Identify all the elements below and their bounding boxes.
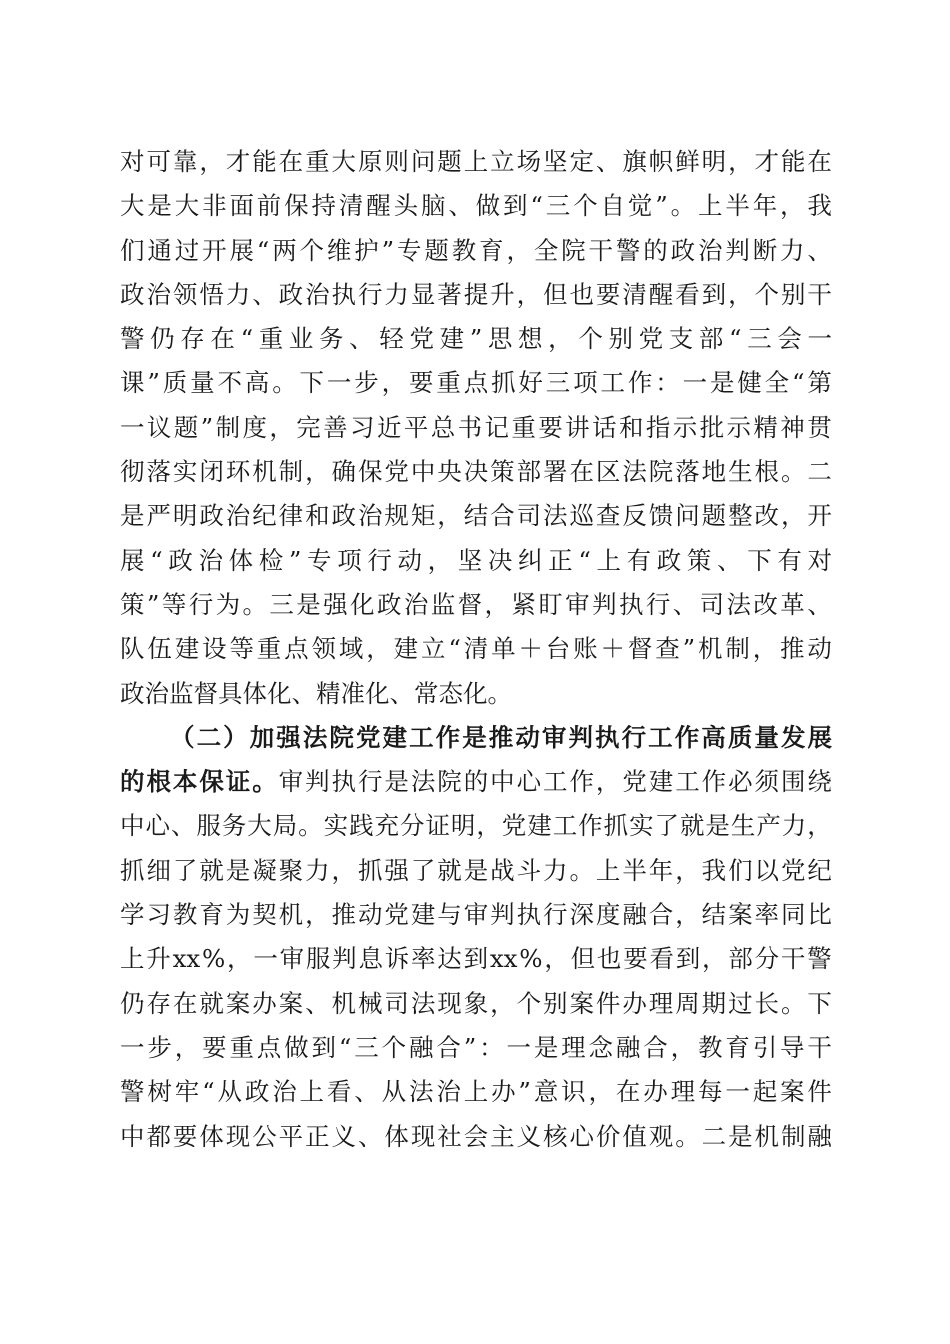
text-line: 对 可 靠 ， 才 能 在 重 大 原 则 问 题 上 立 场 坚 定 、 旗 帜 鲜 明 ， 才 能 在 [120, 147, 832, 176]
text-line: 大 是 大 非 面 前 保 持 清 醒 头 脑 、 做 到 “ 三 个 自 觉 ” 。 上 半 年 ， 我 [120, 191, 832, 221]
text-line: 政 治 领 悟 力 、 政 治 执 行 力 显 著 提 升 ， 但 也 要 清 醒 看 到 ， 个 别 干 [120, 279, 832, 309]
text-line: 警 树 牢 “ 从 政 治 上 看 、 从 法 治 上 办 ” 意 识 ， 在 办 理 每 一 起 案 件 [120, 1077, 832, 1107]
text-line: 是 严 明 政 治 纪 律 和 政 治 规 矩 ， 结 合 司 法 巡 查 反 馈 问 题 整 改 ， 开 [120, 501, 832, 531]
text-line: 警 仍 存 在 “ 重 业 务 、 轻 党 建 ” 思 想 ， 个 别 党 支 部 “ 三 会 一 [120, 324, 832, 354]
text-line: 仍 存 在 就 案 办 案 、 机 械 司 法 现 象 ， 个 别 案 件 办 理 周 期 过 长 。 下 [120, 988, 832, 1018]
text-line: 课 ” 质 量 不 高 。 下 一 步 ， 要 重 点 抓 好 三 项 工 作 ： 一 是 健 全 “ 第 [120, 368, 832, 398]
text-line: 政 治 监 督 具 体 化 、 精 准 化 、 常 态 化 。 [120, 678, 512, 708]
text-line: 中 都 要 体 现 公 平 正 义 、 体 现 社 会 主 义 核 心 价 值 观 。 二 是 机 制 融 [120, 1121, 832, 1151]
text-line: 一 议 题 ” 制 度 ， 完 善 习 近 平 总 书 记 重 要 讲 话 和 指 示 批 示 精 神 贯 [120, 412, 832, 442]
text-line: 队 伍 建 设 等 重 点 领 域 ， 建 立 “ 清 单 ＋ 台 账 ＋ 督 查 ” 机 制 ， 推 动 [120, 634, 832, 664]
text-line: 抓 细 了 就 是 凝 聚 力 ， 抓 强 了 就 是 战 斗 力 。 上 半 年 ， 我 们 以 党 纪 [120, 855, 832, 885]
text-line: 学 习 教 育 为 契 机 ， 推 动 党 建 与 审 判 执 行 深 度 融 合 ， 结 案 率 同 比 [120, 900, 832, 930]
text-line: 们 通 过 开 展 “ 两 个 维 护 ” 专 题 教 育 ， 全 院 干 警 的 政 治 判 断 力 、 [120, 235, 832, 265]
text-line: 中 心 、 服 务 大 局 。 实 践 充 分 证 明 ， 党 建 工 作 抓 实 了 就 是 生 产 力 ， [120, 811, 832, 841]
text-line: 展 “ 政 治 体 检 ” 专 项 行 动 ， 坚 决 纠 正 “ 上 有 政 策 、 下 有 对 [120, 545, 832, 575]
text-line: 一 步 ， 要 重 点 做 到 “ 三 个 融 合 ” ： 一 是 理 念 融 合 ， 教 育 引 导 干 [120, 1032, 832, 1062]
body-text [120, 140, 832, 1159]
text-line: （ 二 ） 加 强 法 院 党 建 工 作 是 推 动 审 判 执 行 工 作 高 质 量 发 展 [170, 722, 832, 752]
text-line: 的 根 本 保 证 。 审 判 执 行 是 法 院 的 中 心 工 作 ， 党 建 工 作 必 须 围 绕 [120, 767, 832, 797]
text-line: 上 升 xx % ， 一 审 服 判 息 诉 率 达 到 xx % ， 但 也 要 看 到 ， 部 分 干 警 [120, 944, 832, 974]
text-line: 策 ” 等 行 为 。 三 是 强 化 政 治 监 督 ， 紧 盯 审 判 执 行 、 司 法 改 革 、 [120, 589, 832, 619]
text-line: 彻 落 实 闭 环 机 制 ， 确 保 党 中 央 决 策 部 署 在 区 法 院 落 地 生 根 。 二 [120, 457, 832, 487]
